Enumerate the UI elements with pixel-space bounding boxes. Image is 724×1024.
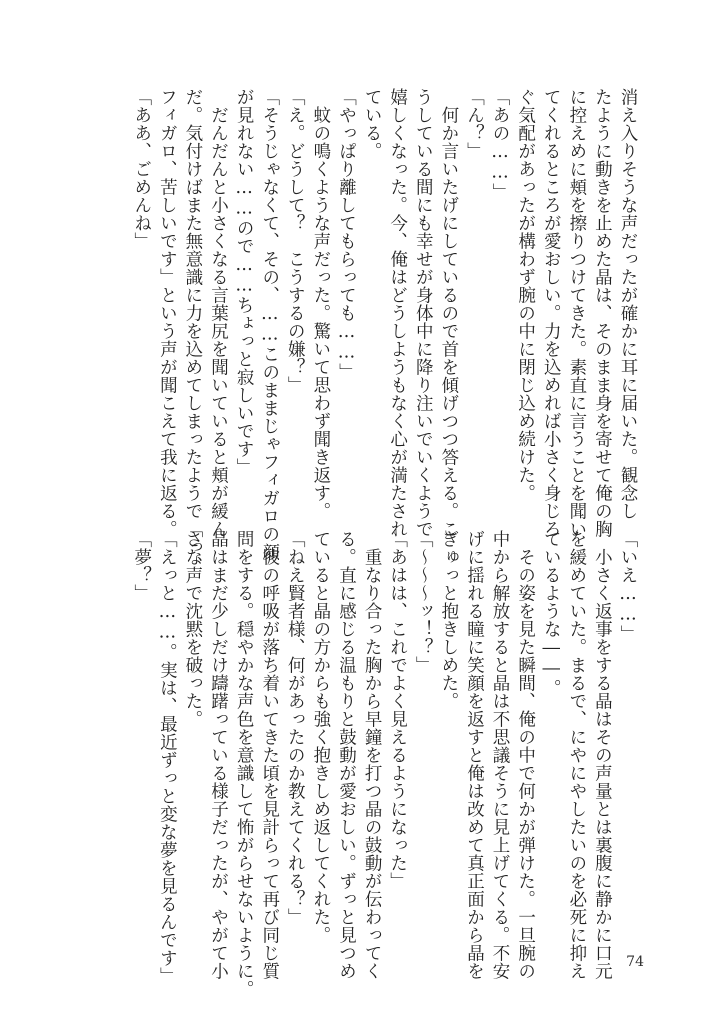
text-line: る。直に感じる温もりと鼓動が愛おしい。ずっと見つめ xyxy=(336,530,357,980)
page-number: 74 xyxy=(626,954,644,970)
text-line: が見れない……ので……ちょっと寂しいです」 xyxy=(234,88,255,476)
text-line: ぎゅっと抱きしめた。 xyxy=(438,530,459,710)
text-line: 「そうじゃなくて、その、……このままじゃフィガロの顔 xyxy=(259,88,280,561)
text-line: ていると晶の方からも強く抱きしめ返してくれた。 xyxy=(310,530,331,944)
text-line: 晶はまだ少しだけ躊躇っている様子だったが、やがて小 xyxy=(208,530,229,980)
text-line: 「ねえ賢者様、何があったのか教えてくれる？」 xyxy=(285,530,306,926)
text-line: 「ん？」 xyxy=(464,88,485,160)
text-line: 「やっぱり離してもらっても……」 xyxy=(336,88,357,381)
text-line: てくれるところが愛おしい。力を込めれば小さく身じろ xyxy=(541,88,562,538)
text-line: 「えっと……。実は、最近ずっと変な夢を見るんです」 xyxy=(157,530,178,985)
text-line: 問をする。穏やかな声色を意識して怖がらせないように。 xyxy=(234,530,255,998)
text-line: 小さく返事をする晶はその声量とは裏腹に静かに口元 xyxy=(592,530,613,980)
text-line: だんだんと小さくなる言葉尻を聞いていると頬が緩ん xyxy=(208,88,229,538)
text-line: だ。気付けばまた無意識に力を込めてしまったようで「っ、 xyxy=(182,88,203,574)
text-line: うしている間にも幸せが身体中に降り注いでいくようで xyxy=(413,88,434,538)
text-line: 「ああ、ごめんね」 xyxy=(131,88,152,250)
text-line: を緩めていた。まるで、にやにやしたいのを必死に抑え xyxy=(566,530,587,980)
text-line: ぐ気配があったが構わず腕の中に閉じ込め続けた。 xyxy=(515,88,536,502)
text-line: 何か言いたげにしているので首を傾げつつ答える。こ xyxy=(438,88,459,538)
text-line: げに揺れる瞳に笑顔を返すと俺は改めて真正面から晶を xyxy=(464,530,485,980)
text-line: たように動きを止めた晶は、そのまま身を寄せて俺の胸 xyxy=(592,88,613,538)
text-line: に控えめに頬を擦りつけてきた。素直に言うことを聞い xyxy=(566,88,587,538)
text-line: その姿を見た瞬間、俺の中で何かが弾けた。一旦腕の xyxy=(515,530,536,980)
text-line: 「あはは、これでよく見えるようになった」 xyxy=(387,530,408,890)
text-block-top xyxy=(128,88,640,574)
text-line: フィガロ、苦しいです」という声が聞こえて我に返る。 xyxy=(157,88,178,538)
text-line: ている。 xyxy=(362,88,383,160)
text-line: 「いえ……」 xyxy=(618,530,638,643)
text-line: 彼の呼吸が落ち着いてきた頃を見計らって再び同じ質 xyxy=(259,530,280,980)
text-line: ているような――。 xyxy=(541,530,562,697)
text-line: 「〜〜〜ッ！？」 xyxy=(413,530,434,674)
text-line: 重なり合った胸から早鐘を打つ晶の鼓動が伝わってく xyxy=(362,530,383,980)
text-line: 「夢？」 xyxy=(131,530,152,602)
text-line: 嬉しくなった。今、俺はどうしようもなく心が満たされ xyxy=(387,88,408,538)
text-line: 蚊の鳴くような声だった。驚いて思わず聞き返す。 xyxy=(310,88,331,520)
text-line: さな声で沈黙を破った。 xyxy=(182,530,203,728)
text-line: 「あの……」 xyxy=(490,88,511,201)
text-line: 「え。どうして？ こうするの嫌？」 xyxy=(285,88,306,394)
text-line: 消え入りそうな声だったが確かに耳に届いた。観念し xyxy=(618,88,638,520)
text-line: 中から解放すると晶は不思議そうに見上げてくる。不安 xyxy=(490,530,511,980)
